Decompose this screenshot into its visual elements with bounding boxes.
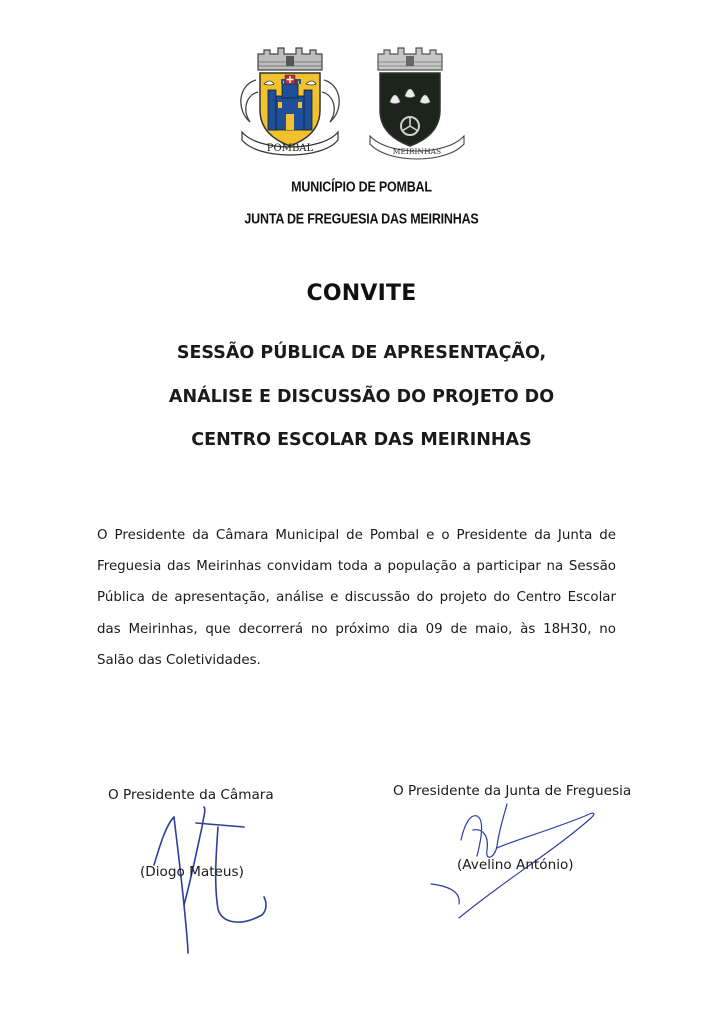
subtitle-line: SESSÃO PÚBLICA DE APRESENTAÇÃO, xyxy=(176,343,547,363)
body-line: O Presidente da Câmara Municipal de Pombal e o Presidente da Junta de xyxy=(97,528,616,543)
subtitle-line: ANÁLISE E DISCUSSÃO DO PROJETO DO xyxy=(168,387,555,407)
invitation-title: CONVITE xyxy=(306,281,417,306)
signature-role-right: O Presidente da Junta de Freguesia xyxy=(393,783,632,799)
invitation-body xyxy=(97,520,616,676)
municipality-heading: MUNICÍPIO DE POMBAL xyxy=(291,178,432,196)
body-line: Pública de apresentação, análise e discussão do projeto do Centro Escolar xyxy=(97,590,616,606)
pombal-coat-of-arms xyxy=(228,40,353,160)
handwritten-signature-left xyxy=(140,805,280,955)
mural-crown-icon xyxy=(258,48,322,70)
mural-crown-icon xyxy=(378,48,442,70)
body-line: das Meirinhas, que decorrerá no próximo dia 09 de maio, às 18H30, no xyxy=(97,621,616,637)
body-line: Freguesia das Meirinhas convidam toda a população a participar na Sessão xyxy=(97,559,616,575)
body-line: Salão das Coletividades. xyxy=(97,652,261,668)
signature-role-left: O Presidente da Câmara xyxy=(108,787,274,803)
subtitle-line: CENTRO ESCOLAR DAS MEIRINHAS xyxy=(191,430,532,450)
signature-name-left: (Diogo Mateus) xyxy=(140,864,244,880)
parish-heading: JUNTA DE FREGUESIA DAS MEIRINHAS xyxy=(244,210,479,228)
crest-left-ribbon-text: POMBAL xyxy=(266,143,314,154)
crest-right-ribbon-text: MEIRINHAS xyxy=(392,147,442,156)
signature-name-right: (Avelino António) xyxy=(457,857,574,873)
crests-row xyxy=(0,40,723,165)
meirinhas-coat-of-arms xyxy=(360,40,475,160)
